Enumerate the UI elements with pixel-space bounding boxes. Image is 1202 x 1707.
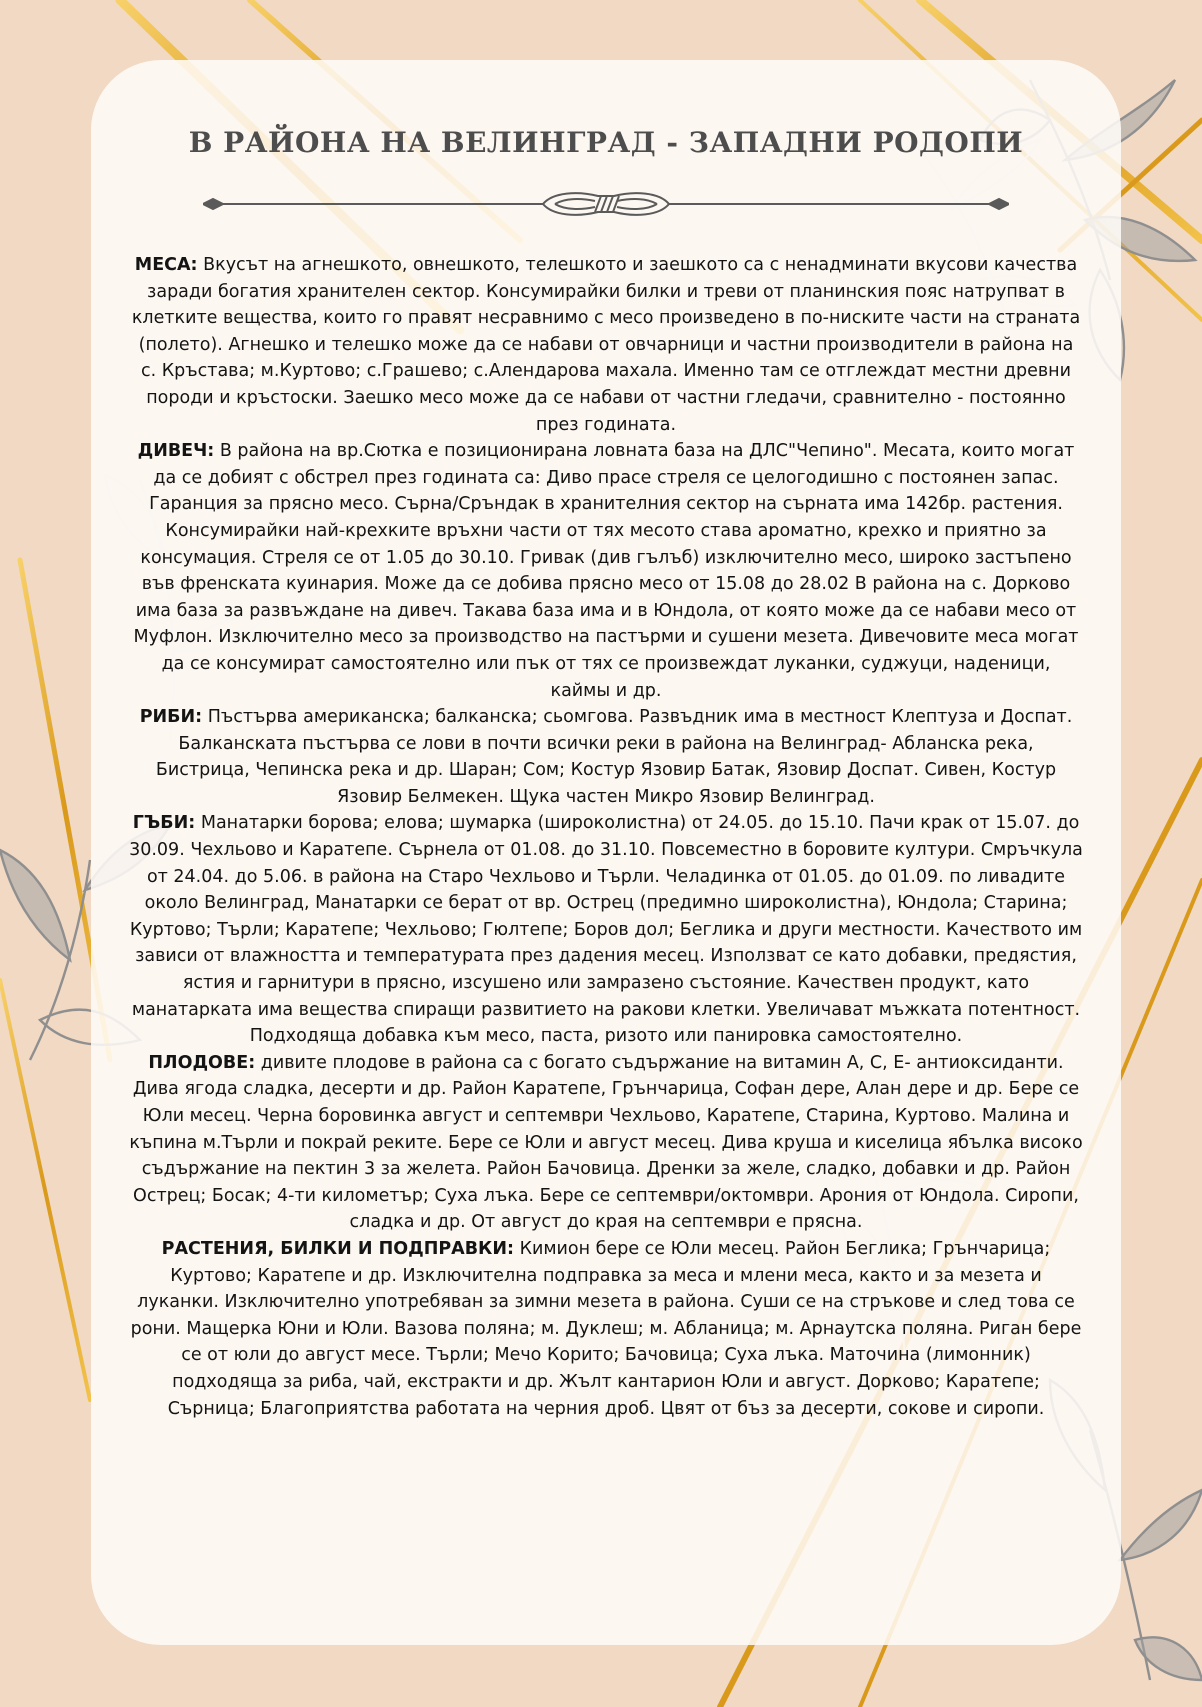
section-meat (129, 252, 1083, 438)
section-fish (129, 704, 1083, 810)
content-body (129, 252, 1083, 1422)
ornament-divider (203, 188, 1009, 220)
content-card (91, 60, 1121, 1645)
section-heading: ПЛОДОВЕ: (148, 1052, 256, 1073)
section-fruits (129, 1050, 1083, 1236)
section-mushrooms (129, 810, 1083, 1049)
section-herbs (129, 1236, 1083, 1422)
section-game (129, 438, 1083, 704)
section-heading: РИБИ: (139, 707, 203, 728)
page-title: В РАЙОНА НА ВЕЛИНГРАД - ЗАПАДНИ РОДОПИ (188, 126, 1024, 159)
section-heading: МЕСА: (134, 255, 198, 275)
section-heading: ГЪБИ: (132, 813, 196, 834)
section-text: Вкусът на агнешкото, овнешкото, телешкото и заешкото са с ненадминати вкусови качества заради богатия хранителен сектор. Консумирайки билки и треви от планинския пояс натрупват в клетките вещества, които го правят несравнимо с месо произведено в по-ниските части на страната (полето). Агнешко и телешко може да се набави от овчарници и частни производители в района на с. Кръстава; м.Куртово; с.Грашево; с.Алендарова махала. Именно там се отглеждат местни древни породи и кръстоски. Заешко месо може да се набави от частни гледачи, сравнително - постоянно през годината. (131, 255, 1081, 435)
section-heading: ДИВЕЧ: (137, 441, 215, 462)
section-heading: РАСТЕНИЯ, БИЛКИ И ПОДПРАВКИ: (161, 1238, 514, 1259)
section-text: дивите плодове в района са с богато съдържание на витамин А, С, Е- антиоксиданти. Дива ягода сладка, десерти и др. Район Каратепе, Грънчарица, Софан дере, Алан дере и др. Бере се Юли месец. Черна боровинка август и септември Чехльово, Каратепе, Старина, Куртово. Малина и къпина м.Търли и покрай реките. Бере се Юли и август месец. Дива круша и киселица ябълка високо съдържание на пектин 3 за желета. Район Бачовица. Дренки за желе, сладко, добавки и др. Район Острец; Босак; 4-ти километър; Суха лъка. Бере се септември/октомври. Арония от Юндола. Сиропи, сладка и др. От август до края на септември е прясна. (129, 1052, 1083, 1233)
section-text: В района на вр.Сютка е позиционирана ловната база на ДЛС"Чепино". Месата, които могат да се добият с обстрел през годината са: Диво прасе стреля се целогодишно с постоянен запас. Гаранция за прясно месо. Сърна/Сръндак в хранителния сектор на сърната има 142бр. растения. Консумирайки най-крехките връхни части от тях месото става ароматно, крехко и приятно за консумация. Стреля се от 1.05 до 30.10. Гривак (див гълъб) изключително месо, широко застъпено във френската куинария. Може да се добива прясно месо от 15.08 до 28.02 В района на с. Дорково има база за развъждане на дивеч. Такава база има и в Юндола, от която може да се набави месо от Муфлон. Изключително месо за производство на пастърми и сушени мезета. Дивечовите меса могат да се консумират самостоятелно или пък от тях се произвеждат луканки, суджуци, наденици, каймы и др. (133, 441, 1079, 701)
section-text: Манатарки борова; елова; шумарка (широколистна) от 24.05. до 15.10. Пачи крак от 15.07. до 30.09. Чехльово и Каратепе. Сърнела от 01.08. до 31.10. Повсеместно в боровите култури. Смръчкула от 24.04. до 5.06. в района на Старо Чехльово и Търли. Челадинка от 01.05. до 01.09. по ливадите около Велинград, Манатарки се берат от вр. Острец (предимно широколистна), Юндола; Старина; Куртово; Търли; Каратепе; Чехльово; Гюлтепе; Боров дол; Беглика и други местности. Качеството им зависи от влажността и температурата през дадения месец. Използват се като добавки, предястия, ястия и гарнитури в прясно, изсушено или замразено състояние. Качествен продукт, като манатарката има вещества спиращи развитието на ракови клетки. Увеличават мъжката потентност. Подходяща добавка към месо, паста, ризото или панировка самостоятелно. (129, 813, 1083, 1047)
section-text: Кимион бере се Юли месец. Район Беглика; Грънчарица; Куртово; Каратепе и др. Изключителна подправка за меса и млени меса, както и за мезета и луканки. Изключително употребяван за зимни мезета в района. Суши се на стръкове и след това се рони. Мащерка Юни и Юли. Вазова поляна; м. Дуклеш; м. Абланица; м. Арнаутска поляна. Риган бере се от юли до август месе. Търли; Мечо Корито; Бачовица; Суха лъка. Маточина (лимонник) подходяща за риба, чай, екстракти и др. Жълт кантарион Юли и август. Дорково; Каратепе; Сърница; Благоприятства работата на черния дроб. Цвят от бъз за десерти, сокове и сиропи. (130, 1238, 1082, 1419)
section-text: Пъстърва американска; балканска; сьомгова. Развъдник има в местност Клептуза и Доспат. Балканската пъстърва се лови в почти всички реки в района на Велинград- Абланска река, Бистрица, Чепинска река и др. Шаран; Сом; Костур Язовир Батак, Язовир Доспат. Сивен, Костур Язовир Белмекен. Щука частен Микро Язовир Велинград. (155, 707, 1073, 807)
